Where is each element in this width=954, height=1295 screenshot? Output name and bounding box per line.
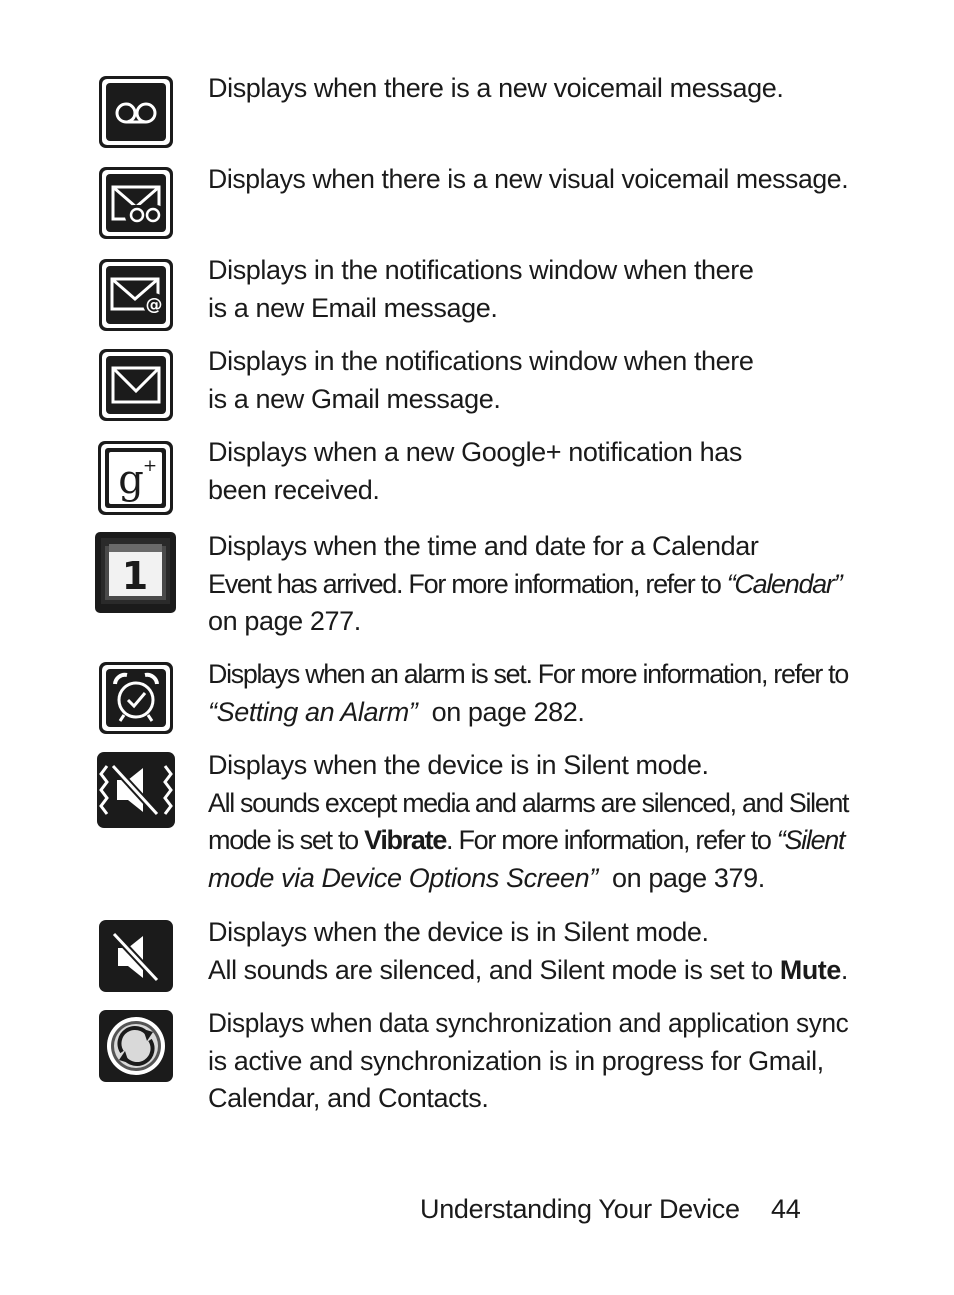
item-text: on page 277.: [208, 606, 361, 636]
item-text: Displays when an alarm is set. For more information, refer to: [208, 659, 848, 689]
item-text: Displays when a new Google+ notification has: [208, 437, 742, 467]
item-text: been received.: [208, 474, 380, 505]
sync-icon: [99, 1010, 173, 1082]
silent-mode-reference-link[interactable]: “Silent: [776, 825, 845, 855]
item-text: mode is set to: [208, 825, 365, 855]
mute-setting-name: Mute: [779, 954, 841, 985]
google-plus-glyph: g: [118, 457, 144, 503]
voicemail-icon: [99, 76, 173, 148]
item-text: Displays in the notifications window when there: [208, 346, 754, 376]
section-title: Understanding Your Device: [420, 1194, 740, 1224]
google-plus-icon: [98, 441, 173, 515]
item-text: on page 379.: [597, 862, 765, 893]
calendar-reference-link[interactable]: “Calendar”: [726, 568, 842, 599]
item-text: Displays when the device is in Silent mode.: [208, 917, 709, 947]
item-text: is a new Gmail message.: [208, 383, 501, 414]
item-text: is a new Email message.: [208, 292, 498, 323]
silent-mute-icon: [99, 920, 173, 992]
google-plus-sup: +: [142, 456, 158, 476]
alarm-icon: [99, 662, 173, 734]
item-text: All sounds are silenced, and Silent mode is set to: [208, 954, 780, 985]
email-icon: [99, 259, 173, 331]
item-text: Event has arrived. For more information, refer to: [208, 568, 727, 599]
item-text: Displays in the notifications window when there: [208, 255, 754, 285]
item-text: Displays when the device is in Silent mode.: [208, 750, 709, 780]
alarm-reference-link[interactable]: “Setting an Alarm”: [208, 696, 418, 727]
page-number: 44: [771, 1194, 801, 1224]
item-text: All sounds except media and alarms are silenced, and Silent: [208, 787, 849, 818]
item-text: Displays when data synchronization and application sync: [208, 1008, 849, 1038]
item-text: Calendar, and Contacts.: [208, 1083, 489, 1113]
visual-voicemail-icon: [99, 167, 173, 239]
calendar-day-number: 1: [121, 554, 149, 598]
item-text: is active and synchronization is in progress for Gmail,: [208, 1045, 824, 1076]
item-text: Displays when there is a new voicemail message.: [208, 73, 784, 103]
silent-vibrate-icon: [97, 752, 175, 828]
item-text: Displays when the time and date for a Calendar: [208, 531, 759, 561]
vibrate-setting-name: Vibrate: [364, 825, 447, 855]
svg-text:@: @: [145, 295, 163, 315]
item-text: . For more information, refer to: [446, 825, 777, 855]
item-text: Displays when there is a new visual voicemail message.: [208, 164, 849, 194]
silent-mode-reference-link-cont[interactable]: mode via Device Options Screen”: [208, 862, 598, 893]
item-text: on page 282.: [417, 696, 585, 727]
item-text: .: [840, 954, 848, 985]
gmail-icon: [99, 349, 173, 421]
calendar-icon: [95, 532, 176, 613]
